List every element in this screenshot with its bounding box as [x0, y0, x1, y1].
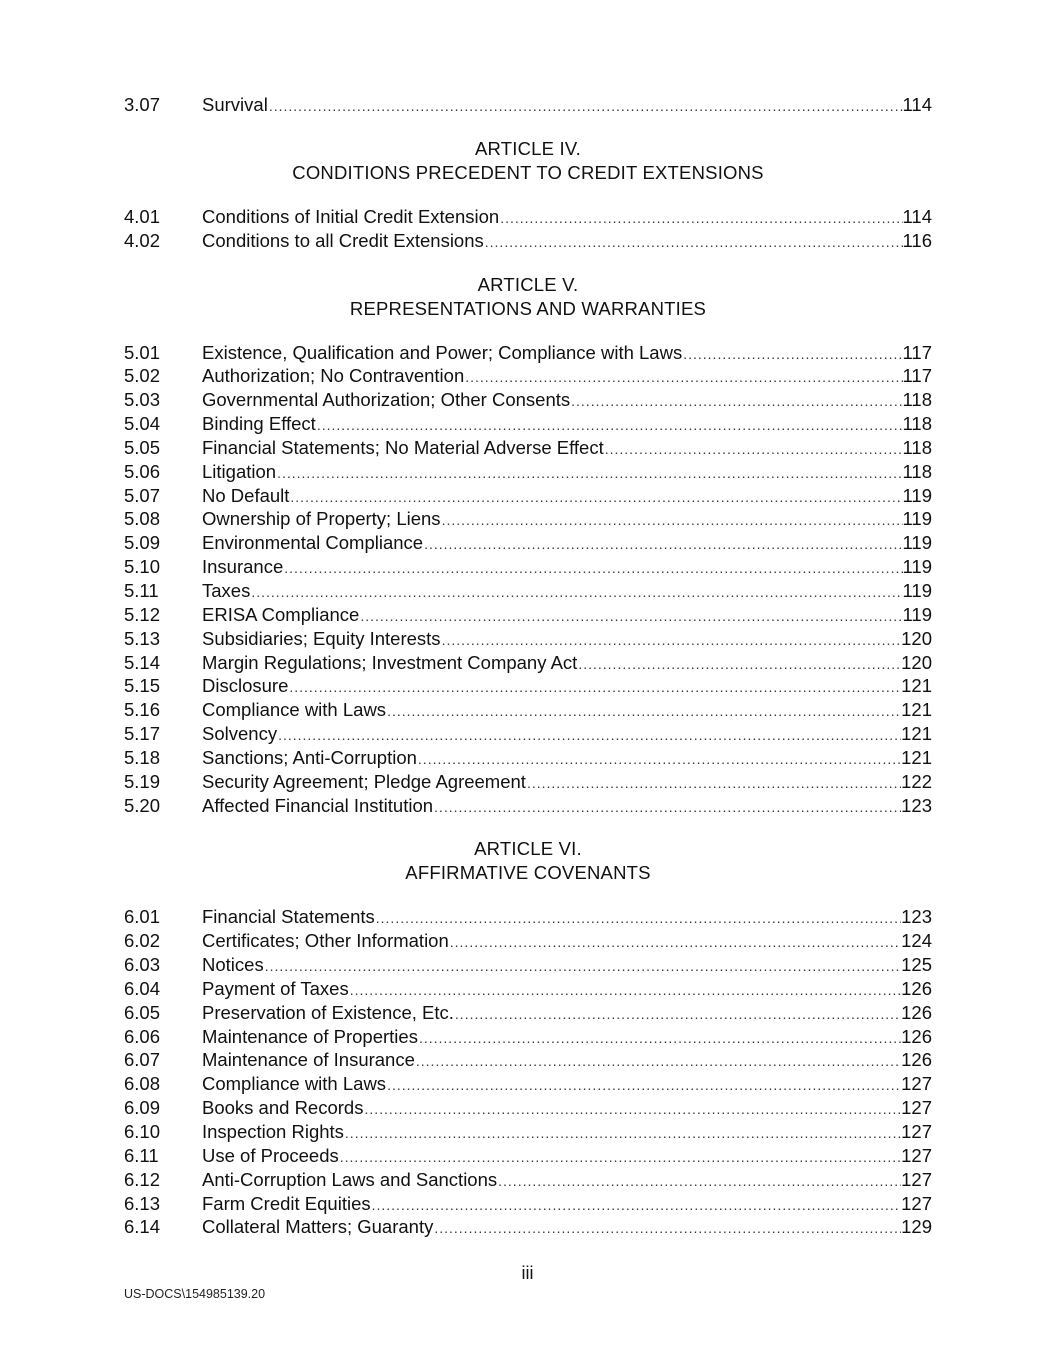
- section-number: 3.07: [124, 94, 161, 115]
- section-line: [202, 1001, 932, 1027]
- dot-leader: [276, 462, 902, 486]
- section-title: Solvency: [202, 723, 278, 745]
- dot-leader: [288, 676, 901, 700]
- section-line: [202, 603, 932, 629]
- section-title: Existence, Qualification and Power; Compliance with Laws: [202, 341, 683, 363]
- document-id: US-DOCS\154985139.20: [124, 1287, 266, 1301]
- section-number: 5.18: [124, 746, 161, 768]
- section-number: 6.12: [124, 1168, 161, 1190]
- dot-leader: [339, 1146, 901, 1170]
- toc-entry: [124, 364, 932, 388]
- section-page-number: 119: [902, 556, 932, 578]
- toc-entry: [124, 603, 932, 627]
- section-line: [202, 1215, 932, 1241]
- section-page-number: 121: [901, 675, 932, 697]
- dot-leader: [464, 366, 902, 390]
- toc-entry: [124, 555, 932, 579]
- section-title: Notices: [202, 954, 264, 976]
- section-number: 6.13: [124, 1192, 161, 1214]
- section-line: [202, 388, 932, 414]
- section-number: 5.06: [124, 460, 161, 482]
- toc-entry: [124, 460, 932, 484]
- section-page-number: 123: [901, 906, 932, 928]
- dot-leader: [449, 931, 901, 955]
- section-title: Subsidiaries; Equity Interests: [202, 627, 441, 649]
- section-page-number: 121: [901, 699, 932, 721]
- dot-leader: [344, 1122, 901, 1146]
- section-page-number: 114: [902, 94, 932, 115]
- toc-entry: [124, 770, 932, 794]
- section-line: [202, 1025, 932, 1051]
- section-line: [202, 205, 932, 231]
- section-line: [202, 905, 932, 931]
- section-title: Conditions to all Credit Extensions: [202, 229, 484, 251]
- section-number: 5.01: [124, 341, 161, 363]
- section-number: 6.10: [124, 1121, 161, 1142]
- toc-entry: [124, 531, 932, 555]
- dot-leader: [417, 748, 901, 772]
- dot-leader: [289, 486, 902, 510]
- toc-entry: [124, 1215, 932, 1239]
- toc-entry: [124, 929, 932, 953]
- section-page-number: 119: [902, 603, 932, 625]
- toc-entry: [124, 698, 932, 722]
- section-page-number: 124: [901, 930, 932, 952]
- toc-entry: [124, 627, 932, 651]
- section-title: Sanctions; Anti-Corruption: [202, 746, 417, 768]
- dot-leader: [497, 1170, 901, 1194]
- section-title: Compliance with Laws: [202, 699, 387, 721]
- dot-leader: [316, 414, 903, 438]
- section-title: No Default: [202, 484, 290, 506]
- section-page-number: 121: [901, 746, 932, 768]
- section-line: [202, 364, 932, 390]
- section-number: 6.01: [124, 906, 161, 928]
- section-number: 5.12: [124, 603, 161, 625]
- section-number: 5.07: [124, 484, 161, 506]
- dot-leader: [386, 1074, 901, 1098]
- section-line: [202, 1048, 932, 1074]
- dot-leader: [363, 1098, 901, 1122]
- section-title: Certificates; Other Information: [202, 930, 449, 952]
- section-page-number: 126: [901, 1049, 932, 1071]
- toc-entry: [124, 1120, 932, 1144]
- section-line: [202, 722, 932, 748]
- section-line: [202, 460, 932, 486]
- dot-leader: [277, 724, 901, 748]
- section-line: [202, 770, 932, 796]
- dot-leader: [415, 1050, 901, 1074]
- section-page-number: 117: [902, 365, 932, 387]
- section-page-number: 120: [901, 627, 932, 649]
- toc-entry: [124, 1025, 932, 1049]
- article-heading: [124, 273, 932, 321]
- section-number: 5.02: [124, 365, 161, 387]
- section-line: [202, 977, 932, 1003]
- section-title: Ownership of Property; Liens: [202, 508, 441, 530]
- section-page-number: 119: [902, 532, 932, 554]
- section-line: [202, 412, 932, 438]
- section-number: 4.02: [124, 229, 161, 251]
- section-page-number: 119: [902, 579, 932, 601]
- section-line: [202, 746, 932, 772]
- dot-leader: [359, 605, 902, 629]
- toc-entry: [124, 746, 932, 770]
- section-number: 6.09: [124, 1097, 161, 1119]
- section-title: Disclosure: [202, 675, 289, 697]
- dot-leader: [441, 509, 903, 533]
- section-line: [202, 627, 932, 653]
- section-title: Books and Records: [202, 1097, 364, 1119]
- toc-entry: [124, 1001, 932, 1025]
- section-title: Governmental Authorization; Other Consents: [202, 389, 571, 411]
- section-page-number: 127: [901, 1144, 932, 1166]
- section-title: Farm Credit Equities: [202, 1192, 371, 1214]
- toc-entry: [124, 674, 932, 698]
- section-number: 5.05: [124, 436, 161, 458]
- toc-entry: [124, 484, 932, 508]
- section-line: [202, 1192, 932, 1218]
- article-title: AFFIRMATIVE COVENANTS: [405, 862, 651, 884]
- section-title: ERISA Compliance: [202, 603, 360, 625]
- section-title: Anti-Corruption Laws and Sanctions: [202, 1168, 498, 1190]
- section-line: [202, 1168, 932, 1194]
- article-label: ARTICLE IV.: [474, 137, 582, 159]
- dot-leader: [423, 533, 902, 557]
- dot-leader: [570, 390, 902, 414]
- toc-entry: [124, 722, 932, 746]
- toc-entry: [124, 905, 932, 929]
- section-page-number: 119: [902, 508, 932, 530]
- section-page-number: 129: [901, 1216, 932, 1238]
- section-title: Financial Statements: [202, 906, 375, 928]
- page-number: iii: [521, 1263, 534, 1283]
- dot-leader: [268, 95, 903, 119]
- article-title: CONDITIONS PRECEDENT TO CREDIT EXTENSIONS: [292, 161, 764, 183]
- section-line: [202, 929, 932, 955]
- section-page-number: 127: [901, 1073, 932, 1095]
- toc-entry: [124, 1048, 932, 1072]
- section-number: 5.16: [124, 699, 161, 721]
- section-title: Maintenance of Insurance: [202, 1049, 415, 1071]
- section-title: Insurance: [202, 556, 284, 578]
- dot-leader: [682, 343, 902, 367]
- article-title: REPRESENTATIONS AND WARRANTIES: [349, 297, 707, 319]
- section-page-number: 125: [901, 954, 932, 976]
- table-of-contents: [124, 93, 932, 1239]
- dot-leader: [441, 629, 902, 653]
- section-page-number: 120: [901, 651, 932, 673]
- article-heading: [124, 837, 932, 885]
- dot-leader: [526, 772, 901, 796]
- section-page-number: 126: [901, 977, 932, 999]
- toc-entry: [124, 436, 932, 460]
- section-number: 5.09: [124, 532, 161, 554]
- dot-leader: [283, 557, 902, 581]
- section-page-number: 126: [901, 1001, 932, 1023]
- dot-leader: [418, 1027, 901, 1051]
- section-number: 6.11: [124, 1144, 159, 1166]
- section-number: 5.08: [124, 508, 161, 530]
- section-page-number: 118: [902, 436, 932, 458]
- dot-leader: [433, 1217, 901, 1241]
- section-title: Litigation: [202, 460, 277, 482]
- section-line: [202, 341, 932, 367]
- article-heading: [124, 137, 932, 185]
- section-line: [202, 1096, 932, 1122]
- section-title: Taxes: [202, 579, 251, 601]
- section-number: 5.10: [124, 556, 161, 578]
- toc-entry: [124, 1168, 932, 1192]
- section-title: Conditions of Initial Credit Extension: [202, 205, 500, 227]
- section-line: [202, 555, 932, 581]
- section-number: 5.17: [124, 723, 161, 745]
- section-title: Preservation of Existence, Etc.: [202, 1001, 454, 1023]
- section-line: [202, 698, 932, 724]
- toc-entry: [124, 977, 932, 1001]
- section-number: 6.08: [124, 1073, 161, 1095]
- section-title: Security Agreement; Pledge Agreement: [202, 770, 526, 792]
- toc-entry: [124, 1096, 932, 1120]
- section-line: [202, 651, 932, 677]
- section-page-number: 127: [901, 1121, 932, 1142]
- section-page-number: 127: [901, 1097, 932, 1119]
- section-number: 5.04: [124, 413, 161, 435]
- section-title: Survival: [202, 94, 268, 115]
- dot-leader: [386, 700, 901, 724]
- section-number: 6.06: [124, 1025, 161, 1047]
- section-page-number: 118: [902, 460, 932, 482]
- section-line: [202, 953, 932, 979]
- section-line: [202, 484, 932, 510]
- toc-entry: [124, 1072, 932, 1096]
- section-line: [202, 1144, 932, 1170]
- section-line: [202, 579, 932, 605]
- toc-entry: [124, 341, 932, 365]
- toc-entry: [124, 388, 932, 412]
- dot-leader: [375, 907, 901, 931]
- section-line: [202, 1120, 932, 1146]
- section-number: 6.05: [124, 1001, 161, 1023]
- section-number: 6.03: [124, 954, 161, 976]
- section-number: 5.15: [124, 675, 161, 697]
- section-number: 5.11: [124, 579, 159, 601]
- section-line: [202, 93, 932, 119]
- section-page-number: 118: [902, 413, 932, 435]
- toc-entry: [124, 794, 932, 818]
- section-title: Compliance with Laws: [202, 1073, 387, 1095]
- toc-entry: [124, 1144, 932, 1168]
- section-page-number: 122: [901, 770, 932, 792]
- dot-leader: [250, 581, 902, 605]
- section-line: [202, 436, 932, 462]
- section-page-number: 121: [901, 723, 932, 745]
- section-title: Affected Financial Institution: [202, 794, 434, 816]
- section-line: [202, 507, 932, 533]
- section-line: [202, 229, 932, 255]
- section-title: Margin Regulations; Investment Company Act: [202, 651, 578, 673]
- toc-entry: [124, 412, 932, 436]
- section-page-number: 123: [901, 794, 932, 816]
- section-number: 6.14: [124, 1216, 161, 1238]
- section-title: Collateral Matters; Guaranty: [202, 1216, 434, 1238]
- section-title: Financial Statements; No Material Adverse Effect: [202, 436, 604, 458]
- section-title: Payment of Taxes: [202, 977, 349, 999]
- section-number: 5.20: [124, 794, 161, 816]
- dot-leader: [349, 979, 901, 1003]
- toc-entry: [124, 1192, 932, 1216]
- section-number: 4.01: [124, 205, 161, 227]
- dot-leader: [264, 955, 901, 979]
- toc-entry: [124, 953, 932, 977]
- section-page-number: 118: [902, 389, 932, 411]
- dot-leader: [371, 1194, 902, 1218]
- dot-leader: [484, 231, 903, 255]
- section-line: [202, 1072, 932, 1098]
- section-line: [202, 531, 932, 557]
- dot-leader: [604, 438, 903, 462]
- section-number: 5.03: [124, 389, 161, 411]
- section-page-number: 117: [902, 341, 932, 363]
- article-label: ARTICLE V.: [477, 273, 579, 295]
- toc-entry: [124, 205, 932, 229]
- section-title: Inspection Rights: [202, 1121, 344, 1142]
- section-line: [202, 674, 932, 700]
- section-title: Use of Proceeds: [202, 1144, 339, 1166]
- section-title: Maintenance of Properties: [202, 1025, 418, 1047]
- section-title: Authorization; No Contravention: [202, 365, 465, 387]
- section-number: 5.13: [124, 627, 161, 649]
- toc-entry: [124, 229, 932, 253]
- dot-leader: [454, 1003, 901, 1027]
- section-number: 5.14: [124, 651, 161, 673]
- section-number: 6.07: [124, 1049, 161, 1071]
- dot-leader: [433, 796, 901, 820]
- toc-entry: [124, 93, 932, 117]
- article-label: ARTICLE VI.: [474, 838, 582, 860]
- dot-leader: [577, 653, 901, 677]
- section-page-number: 127: [901, 1168, 932, 1190]
- toc-entry: [124, 651, 932, 675]
- section-number: 5.19: [124, 770, 161, 792]
- section-title: Binding Effect: [202, 413, 316, 435]
- section-number: 6.02: [124, 930, 161, 952]
- section-line: [202, 794, 932, 820]
- section-number: 6.04: [124, 977, 161, 999]
- dot-leader: [499, 207, 902, 231]
- section-page-number: 119: [902, 484, 932, 506]
- section-page-number: 127: [901, 1192, 932, 1214]
- section-title: Environmental Compliance: [202, 532, 424, 554]
- section-page-number: 114: [902, 205, 932, 227]
- toc-entry: [124, 507, 932, 531]
- section-page-number: 126: [901, 1025, 932, 1047]
- toc-entry: [124, 579, 932, 603]
- section-page-number: 116: [902, 229, 932, 251]
